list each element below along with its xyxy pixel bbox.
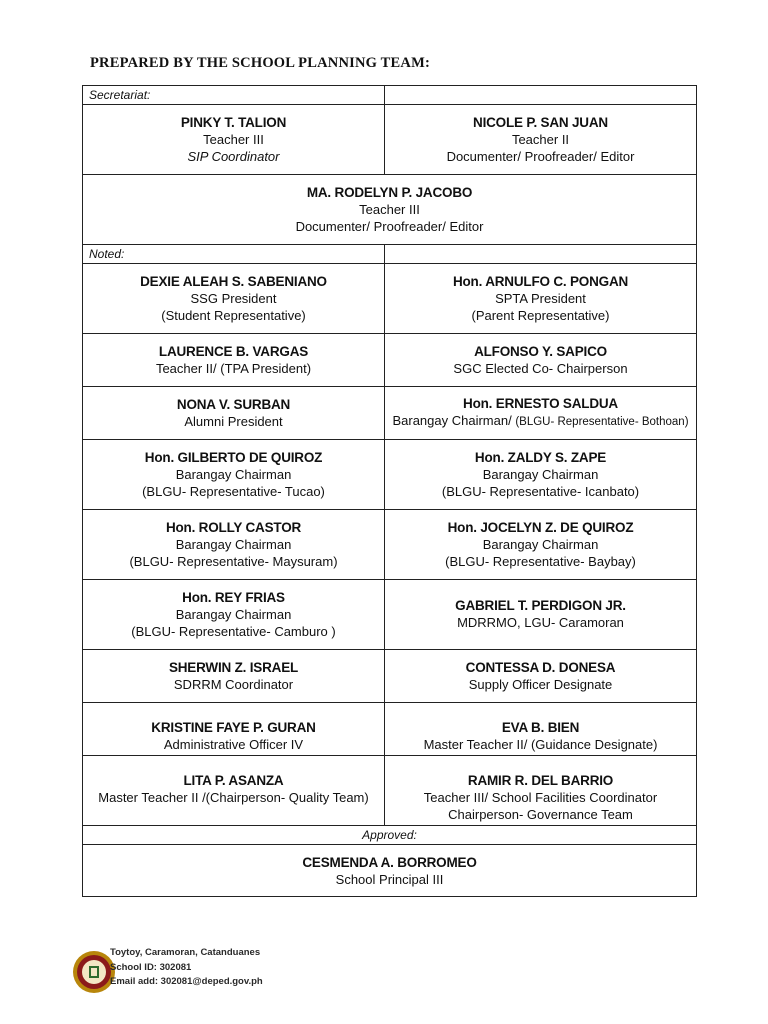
member-role: (BLGU- Representative- Camburo )	[131, 624, 336, 639]
member-cell	[385, 580, 697, 650]
planning-team-table	[82, 85, 697, 897]
member-name: Hon. GILBERTO DE QUIROZ	[144, 450, 323, 465]
member-cell	[83, 845, 697, 897]
member-cell	[83, 580, 385, 650]
member-role: Teacher III/ School Facilities Coordinator	[423, 790, 658, 805]
member-role: Barangay Chairman	[482, 467, 599, 482]
member-role: Teacher III	[359, 202, 420, 217]
member-role: MDRRMO, LGU- Caramoran	[457, 615, 624, 630]
member-role-part: Barangay Chairman/	[392, 413, 516, 428]
member-cell	[385, 387, 697, 440]
member-name: Hon. ROLLY CASTOR	[165, 520, 302, 535]
noted-label: Noted:	[83, 245, 385, 264]
member-cell	[385, 756, 697, 826]
member-name: LAURENCE B. VARGAS	[158, 344, 309, 359]
member-role: Teacher II	[511, 132, 570, 147]
member-role: (Student Representative)	[161, 308, 306, 323]
member-role: (BLGU- Representative- Maysuram)	[129, 554, 338, 569]
member-cell	[385, 264, 697, 334]
member-cell	[385, 334, 697, 387]
footer-email: Email add: 302081@deped.gov.ph	[110, 976, 263, 987]
member-name: NICOLE P. SAN JUAN	[473, 115, 608, 130]
member-cell	[83, 264, 385, 334]
member-cell	[83, 334, 385, 387]
member-role: Documenter/ Proofreader/ Editor	[295, 219, 484, 234]
member-cell	[385, 105, 697, 175]
member-name: EVA B. BIEN	[501, 720, 580, 735]
member-name: GABRIEL T. PERDIGON JR.	[455, 598, 626, 613]
member-name: NONA V. SURBAN	[176, 397, 291, 412]
member-name: LITA P. ASANZA	[183, 773, 284, 788]
member-name: SHERWIN Z. ISRAEL	[168, 660, 299, 675]
member-cell	[83, 510, 385, 580]
member-cell	[83, 703, 385, 756]
member-role: School Principal III	[335, 871, 444, 887]
member-role: SPTA President	[495, 291, 586, 306]
member-cell	[385, 510, 697, 580]
member-name: Hon. ARNULFO C. PONGAN	[452, 274, 629, 289]
member-role: SDRRM Coordinator	[173, 677, 294, 692]
member-cell	[385, 703, 697, 756]
approved-label: Approved:	[83, 826, 697, 845]
member-role: Master Teacher II/ (Guidance Designate)	[423, 737, 658, 752]
member-role: SIP Coordinator	[187, 149, 280, 164]
member-role: (BLGU- Representative- Icanbato)	[441, 484, 640, 499]
secretariat-label: Secretariat:	[83, 86, 385, 105]
member-role: (BLGU- Representative- Tucao)	[142, 484, 325, 499]
member-cell	[83, 105, 385, 175]
member-role: (Parent Representative)	[471, 308, 610, 323]
member-name: DEXIE ALEAH S. SABENIANO	[140, 274, 327, 289]
member-cell	[83, 387, 385, 440]
member-name: Hon. REY FRIAS	[182, 590, 285, 605]
member-role: SSG President	[190, 291, 277, 306]
member-name: RAMIR R. DEL BARRIO	[467, 773, 614, 788]
member-role: Documenter/ Proofreader/ Editor	[446, 149, 635, 164]
member-role: (BLGU- Representative- Baybay)	[445, 554, 636, 569]
school-footer	[72, 946, 332, 996]
member-cell	[385, 650, 697, 703]
member-role: Supply Officer Designate	[468, 677, 613, 692]
member-name: ALFONSO Y. SAPICO	[474, 344, 607, 359]
member-name: CONTESSA D. DONESA	[465, 660, 616, 675]
member-name: Hon. ERNESTO SALDUA	[463, 396, 618, 411]
member-role: Administrative Officer IV	[163, 737, 304, 752]
footer-address: Toytoy, Caramoran, Catanduanes	[110, 947, 261, 958]
member-role: Barangay Chairman	[175, 607, 292, 622]
member-name: PINKY T. TALION	[180, 115, 287, 130]
member-role: Barangay Chairman	[482, 537, 599, 552]
member-cell	[83, 756, 385, 826]
member-role-part: (BLGU- Representative- Bothoan)	[515, 416, 689, 428]
member-role: Teacher III	[203, 132, 264, 147]
page-heading: PREPARED BY THE SCHOOL PLANNING TEAM:	[90, 55, 431, 71]
member-name: Hon. ZALDY S. ZAPE	[474, 450, 607, 465]
member-name: MA. RODELYN P. JACOBO	[306, 185, 473, 200]
member-role: Master Teacher II /(Chairperson- Quality Team)	[98, 790, 369, 805]
member-cell	[83, 650, 385, 703]
member-name: CESMENDA A. BORROMEO	[302, 854, 477, 870]
member-cell	[385, 440, 697, 510]
footer-school-id: School ID: 302081	[110, 961, 192, 973]
member-role: Barangay Chairman	[175, 467, 292, 482]
member-role: SGC Elected Co- Chairperson	[453, 361, 628, 376]
member-name: KRISTINE FAYE P. GURAN	[151, 720, 316, 735]
member-cell	[83, 175, 697, 245]
member-role: Alumni President	[184, 414, 283, 429]
member-role: Teacher II/ (TPA President)	[155, 361, 312, 376]
member-name: Hon. JOCELYN Z. DE QUIROZ	[447, 520, 634, 535]
footer-text	[110, 946, 263, 990]
member-role	[385, 412, 696, 431]
member-role: Chairperson- Governance Team	[448, 807, 633, 822]
member-role: Barangay Chairman	[175, 537, 292, 552]
member-cell	[83, 440, 385, 510]
